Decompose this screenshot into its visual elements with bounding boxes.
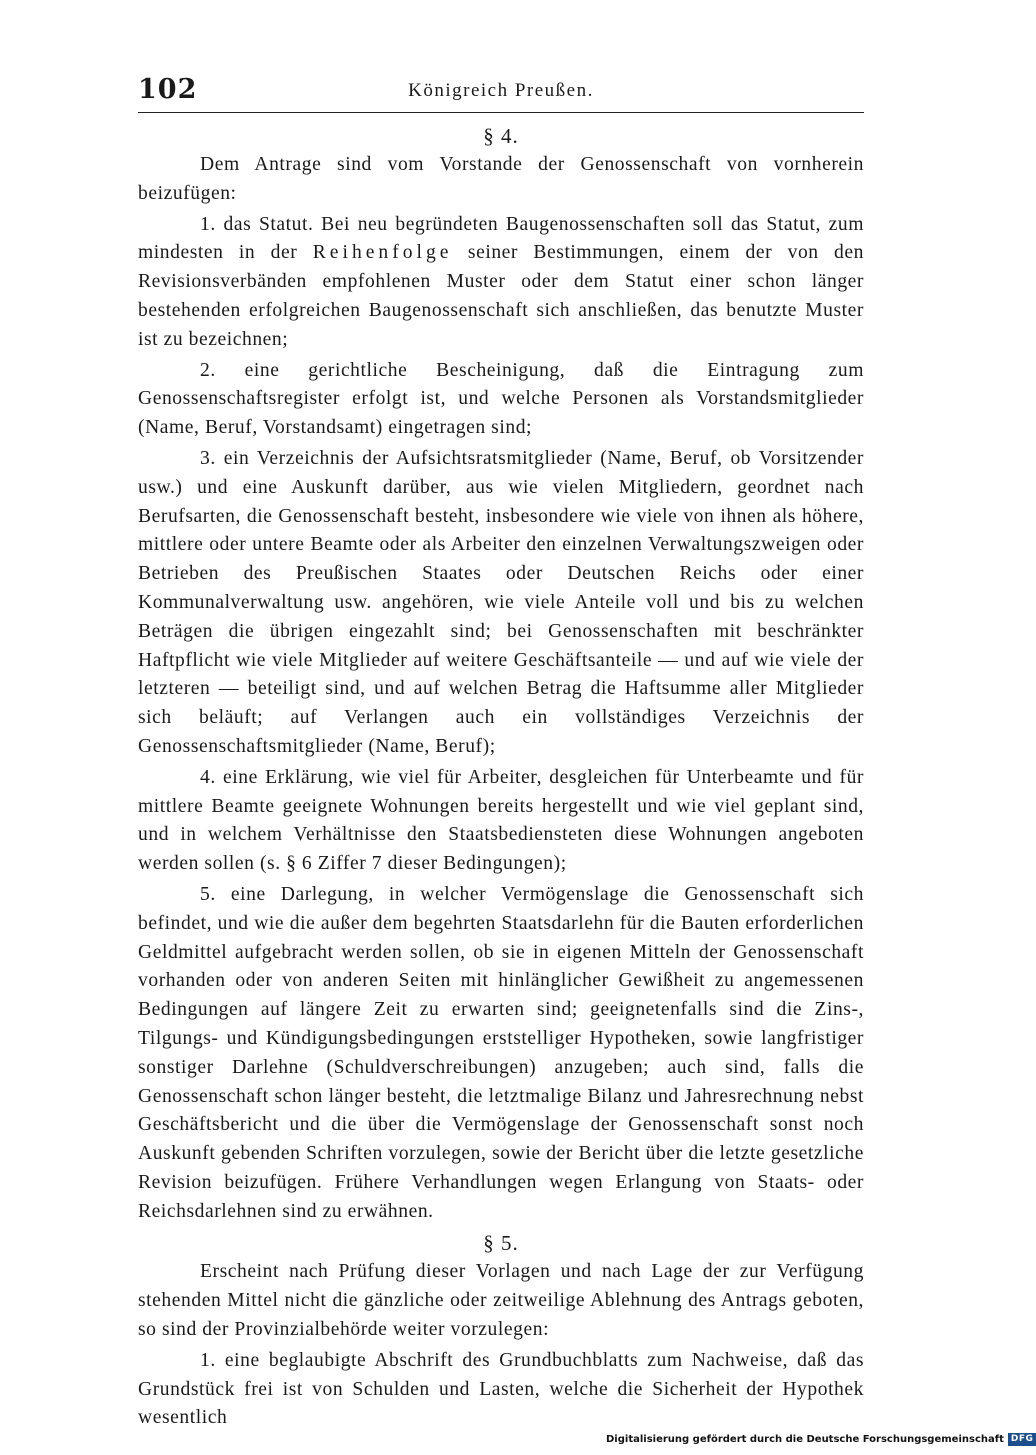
section-4-item-1: [138, 211, 864, 355]
item-1-spaced-word: Reihenfolge: [312, 242, 453, 264]
section-4-item-4: 4. eine Erklärung, wie viel für Arbeiter, desgleichen für Unterbeamte und für mittlere Beamte geeignete Wohnungen bereits hergestellt und wie viel geplant sind, und in welchem Verhältnisse den Staatsbediensteten diese Wohnungen angeboten werden sollen (s. § 6 Ziffer 7 dieser Bedingungen);: [138, 766, 864, 875]
item-1-text-b: seiner Bestimmungen, einem der von den Revisionsverbänden empfohlenen Muster oder dem Statut einer schon länger bestehenden erfolgreichen Baugenossenschaft sich anschließen, das benutzte Muster ist zu bezeichnen;: [138, 242, 865, 350]
section-5-heading: § 5.: [483, 1231, 519, 1256]
page-header: [138, 72, 864, 113]
item-1-text-a: 1. das Statut. Bei neu begründeten Baugenossenschaften soll das Statut, zum mindesten in der: [138, 213, 864, 264]
footer-credit: Digitalisierung gefördert durch die Deutsche Forschungsgemeinschaft: [606, 1433, 1004, 1445]
page-number: 102: [138, 74, 198, 105]
dfg-logo-icon: DFG: [1008, 1433, 1036, 1446]
section-4-heading: § 4.: [483, 124, 519, 148]
section-4-item-2: 2. eine gerichtliche Bescheinigung, daß die Eintragung zum Genossenschaftsregister erfolgt ist, und welche Personen als Vorstandsmitglieder (Name, Beruf, Vorstandsamt) eingetragen sind;: [138, 359, 864, 439]
digitization-footer: [606, 1432, 1034, 1446]
section-4-item-5: 5. eine Darlegung, in welcher Vermögenslage die Genossenschaft sich befindet, und wie die außer dem begehrten Staatsdarlehn für die Bauten erforderlichen Geldmittel aufgebracht werden sollen, ob sie in eigenen Mitteln der Genossenschaft vorhanden oder von anderen Seiten mit hinlänglicher Gewißheit zu angemessenen Bedingungen auf längere Zeit zu erwarten sind; geeignetenfalls sind die Zins-, Tilgungs- und Kündigungsbedingungen erststelliger Hypotheken, sowie langfristiger sonstiger Darlehne (Schuldverschreibungen) anzugeben; auch sind, falls die Genossenschaft schon länger besteht, die letztmalige Bilanz und Jahresrechnung nebst Geschäftsbericht und die über die Vermögenslage der Genossenschaft sonst noch Auskunft gebenden Schriften vorzulegen, sowie der Bericht über die letzte gesetzliche Revision beizufügen. Frühere Verhandlungen wegen Erlangung von Staats- oder Reichsdarlehnen sind zu erwähnen.: [138, 883, 864, 1222]
body-text: [138, 121, 864, 1433]
running-head: Königreich Preußen.: [408, 80, 594, 101]
document-page: [138, 72, 864, 1435]
section-5-intro: Erscheint nach Prüfung dieser Vorlagen und nach Lage der zur Verfügung stehenden Mittel nicht die gänzliche oder zeitweilige Ablehnung des Antrags geboten, so sind der Provinzialbehörde weiter vorzulegen:: [138, 1261, 864, 1341]
section-4-intro: Dem Antrage sind vom Vorstande der Genossenschaft von vornherein beizufügen:: [138, 154, 864, 204]
section-5-item-1: 1. eine beglaubigte Abschrift des Grundbuchblatts zum Nachweise, daß das Grundstück frei ist von Schulden und Lasten, welche die Sicherheit der Hypothek wesentlich: [138, 1349, 864, 1429]
section-4-item-3: 3. ein Verzeichnis der Aufsichtsratsmitglieder (Name, Beruf, ob Vorsitzender usw.) und eine Auskunft darüber, aus wie vielen Mitgliedern, geordnet nach Berufsarten, die Genossenschaft besteht, insbesondere wie viele von ihnen als höhere, mittlere oder untere Beamte oder als Arbeiter den einzelnen Verwaltungszweigen oder Betrieben des Preußischen Staates oder Deutschen Reichs oder einer Kommunalverwaltung usw. angehören, wie viele Anteile voll und bis zu welchen Beträgen die übrigen eingezahlt sind; bei Genossenschaften mit beschränkter Haftpflicht wie viele Mitglieder auf weitere Geschäftsanteile — und auf wie viele der letzteren — beteiligt sind, und auf welchen Betrag die Haftsumme aller Mitglieder sich beläuft; auf Verlangen auch ein vollständiges Verzeichnis der Genossenschaftsmitglieder (Name, Beruf);: [138, 447, 864, 757]
